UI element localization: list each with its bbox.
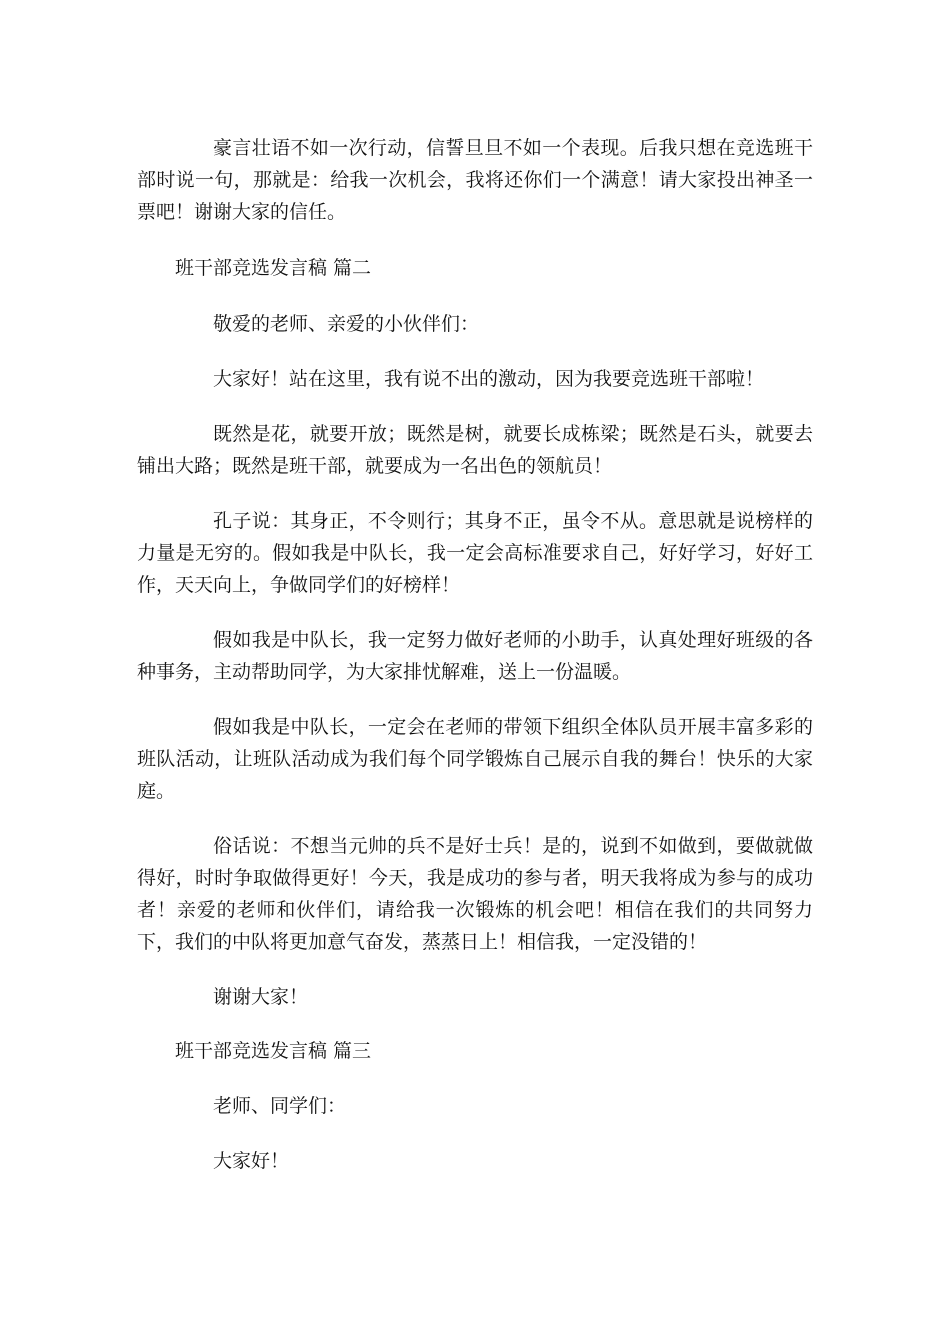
paragraph-confucius-pian2: 孔子说：其身正，不令则行；其身不正，虽令不从。意思就是说榜样的力量是无穷的。假如我是中队长，我一定会高标准要求自己，好好学习，好好工作，天天向上，争做同学们的好榜样！ <box>137 510 813 596</box>
paragraph-metaphor-pian2: 既然是花，就要开放；既然是树，就要长成栋梁；既然是石头，就要去铺出大路；既然是班干部，就要成为一名出色的领航员！ <box>137 423 813 477</box>
section-heading-pian3: 班干部竞选发言稿 篇三 <box>175 1040 372 1062</box>
paragraph-thanks-pian2: 谢谢大家！ <box>213 986 309 1008</box>
paragraph-helper-pian2: 假如我是中队长，我一定努力做好老师的小助手，认真处理好班级的各种事务，主动帮助同学，为大家排忧解难，送上一份温暖。 <box>137 629 813 683</box>
section-heading-pian2: 班干部竞选发言稿 篇二 <box>175 257 372 279</box>
paragraph-closing-pian1: 豪言壮语不如一次行动，信誓旦旦不如一个表现。后我只想在竞选班干部时说一句，那就是：给我一次机会，我将还你们一个满意！请大家投出神圣一票吧！谢谢大家的信任。 <box>137 137 813 223</box>
paragraph-greeting-pian2: 敬爱的老师、亲爱的小伙伴们： <box>213 313 480 335</box>
document-body <box>137 132 813 1177</box>
paragraph-proverb-pian2: 俗话说：不想当元帅的兵不是好士兵！是的，说到不如做到，要做就做得好，时时争取做得更好！今天，我是成功的参与者，明天我将成为参与的成功者！亲爱的老师和伙伴们，请给我一次锻炼的机会吧！相信在我们的共同努力下，我们的中队将更加意气奋发，蒸蒸日上！相信我，一定没错的！ <box>137 835 813 953</box>
paragraph-activities-pian2: 假如我是中队长，一定会在老师的带领下组织全体队员开展丰富多彩的班队活动，让班队活动成为我们每个同学锻炼自己展示自我的舞台！快乐的大家庭。 <box>137 716 813 802</box>
paragraph-intro-pian2: 大家好！站在这里，我有说不出的激动，因为我要竞选班干部啦！ <box>213 368 765 390</box>
paragraph-greeting-pian3: 老师、同学们： <box>213 1095 347 1117</box>
paragraph-hello-pian3: 大家好！ <box>213 1150 290 1172</box>
